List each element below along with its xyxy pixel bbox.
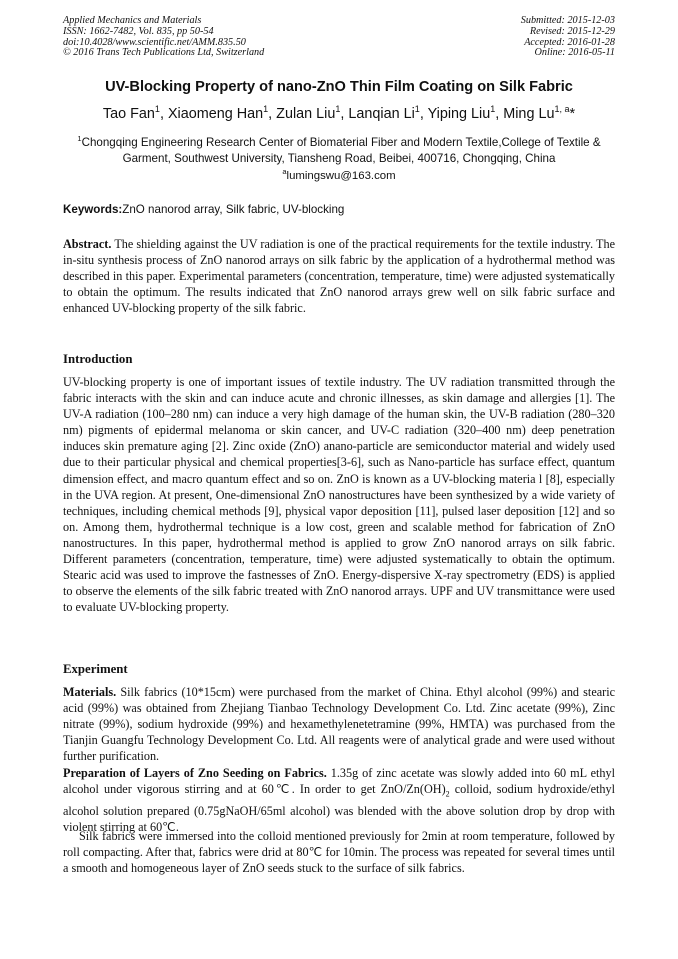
affiliation: $^1$Chongqing Engineering Research Center of Biomaterial Fiber and Modern Textile,College of Textile & Garment, Southwest University, Tiansheng Road, Beibei, 400716, Chongqing, China (77, 134, 601, 165)
author: Lanqian Li$^1$, (348, 104, 428, 122)
author: Zulan Liu$^1$, (276, 104, 349, 122)
preparation-paragraph: Preparation of Layers of Zno Seeding on Fabrics. 1.35g of zinc acetate was slowly added into 60 mL ethyl alcohol under vigorous stirring and at 60℃. In order to get ZnO/$Zn(OH)_2$ colloid, sodium hydroxide/ethyl alcohol solution prepared (0.75gNaOH/65ml alcohol) was blended with the above solution drop by drop with violent stirring at 60℃. (63, 766, 615, 834)
header-right (521, 16, 615, 59)
paper-title: UV-Blocking Property of nano-ZnO Thin Film Coating on Silk Fabric (105, 79, 573, 95)
author: Tao Fan$^1$, (102, 104, 168, 122)
author: Xiaomeng Han$^1$, (167, 104, 277, 122)
revised-date: Revised: 2015-12-29 (529, 25, 615, 37)
author: Ming Lu$^{1, a}$* (503, 104, 576, 122)
issn: ISSN: 1662-7482, Vol. 835, pp 50-54 (63, 25, 214, 37)
online-date: Online: 2016-05-11 (534, 47, 615, 59)
immersion-paragraph: Silk fabrics were immersed into the colloid mentioned previously for 2min at room temperature, followed by roll compacting. After that, fabrics were drid at 80℃ for 10min. The process was repeated for several times until a smooth and homogeneous layer of ZnO seeds stuck to the surface of silk fabrics. (63, 829, 615, 876)
copyright: © 2016 Trans Tech Publications Ltd, Switzerland (63, 47, 265, 59)
accepted-date: Accepted: 2016-01-28 (524, 36, 615, 48)
header-left (63, 16, 264, 59)
introduction-heading: Introduction (63, 352, 133, 366)
materials-paragraph: Materials. Silk fabrics (10*15cm) were purchased from the market of China. Ethyl alcohol (99%) and stearic acid (99%) was obtained from Zhejiang Tianbao Technology Development Co. Ltd. Zinc acetate (99%), Zinc nitrate (99%), sodium hydroxide (99%) and hexamethylenetetramine (99%, HMTA) was purchased from the Tianjin Guangfu Technology Development Co. Ltd. All reagents were of analytical grade and were used without further purification. (63, 685, 615, 764)
submitted-date: Submitted: 2015-12-03 (520, 15, 615, 26)
experiment-heading: Experiment (63, 662, 128, 676)
doi: doi:10.4028/www.scientific.net/AMM.835.50 (63, 36, 246, 48)
keywords: Keywords:ZnO nanorod array, Silk fabric, UV-blocking (63, 203, 345, 216)
introduction-body: UV-blocking property is one of important issues of textile industry. The UV radiation transmitted through the fabric interacts with the skin and can induce acute and chronic illnesses, as skin damage and allergies [1]. The UV-A radiation (100–280 nm) can induce a very high damage of the human skin, the UV-B radiation (280–320 nm) pigments of epidermal melanoma or skin cancer, and UV-C radiation (320–400 nm) deep penetration induces skin premature aging [2]. Zinc oxide (ZnO) anano-particle are semiconductor material and widely used due to their particular physical and chemical properties[3-6], such as Nano-particle has surface effect, quantum dimension effect, and macro quantum effect and so on. ZnO is known as a UV-blocking materia l [8], especially in the UVA region. At present, One-dimensional ZnO nanostructures have been synthesized by a wide variety of techniques, including chemical methods [9], physical vapor deposition [11], pulsed laser deposition [12] and so on. Among them, hydrothermal technique is a low cost, green and scalable method for fabrication of ZnO nanostructures. In this paper, hydrothermal method is applied to grow ZnO nanorod arrays on silk fabric. Different parameters (concentration, temperature, time) were adjusted systematically to obtain the optimum. Stearic acid was used to improve the fastnesses of ZnO. Energy-dispersive X-ray spectrometry (EDS) is applied to observe the elements of the silk fabric treated with ZnO nanorod arrays. UPF and UV transmittance were used to evaluate UV-blocking property. (63, 375, 615, 615)
author: Yiping Liu$^1$, (427, 104, 504, 122)
corresponding-email: $^a$lumingswu@163.com (282, 167, 396, 182)
journal-name: Applied Mechanics and Materials (63, 15, 202, 26)
abstract: Abstract. The shielding against the UV radiation is one of the practical requirements for the textile industry. The in-situ synthesis process of ZnO nanorod arrays on silk fabric by the application of a hydrothermal method was described in this paper. Experimental parameters (concentration, temperature, time) were adjusted systematically to obtain the optimum. The results indicated that ZnO nanorod arrays grew well on silk fabric surface and enhanced UV-blocking property of the silk fabric. (63, 237, 615, 316)
author-list (0, 104, 678, 122)
